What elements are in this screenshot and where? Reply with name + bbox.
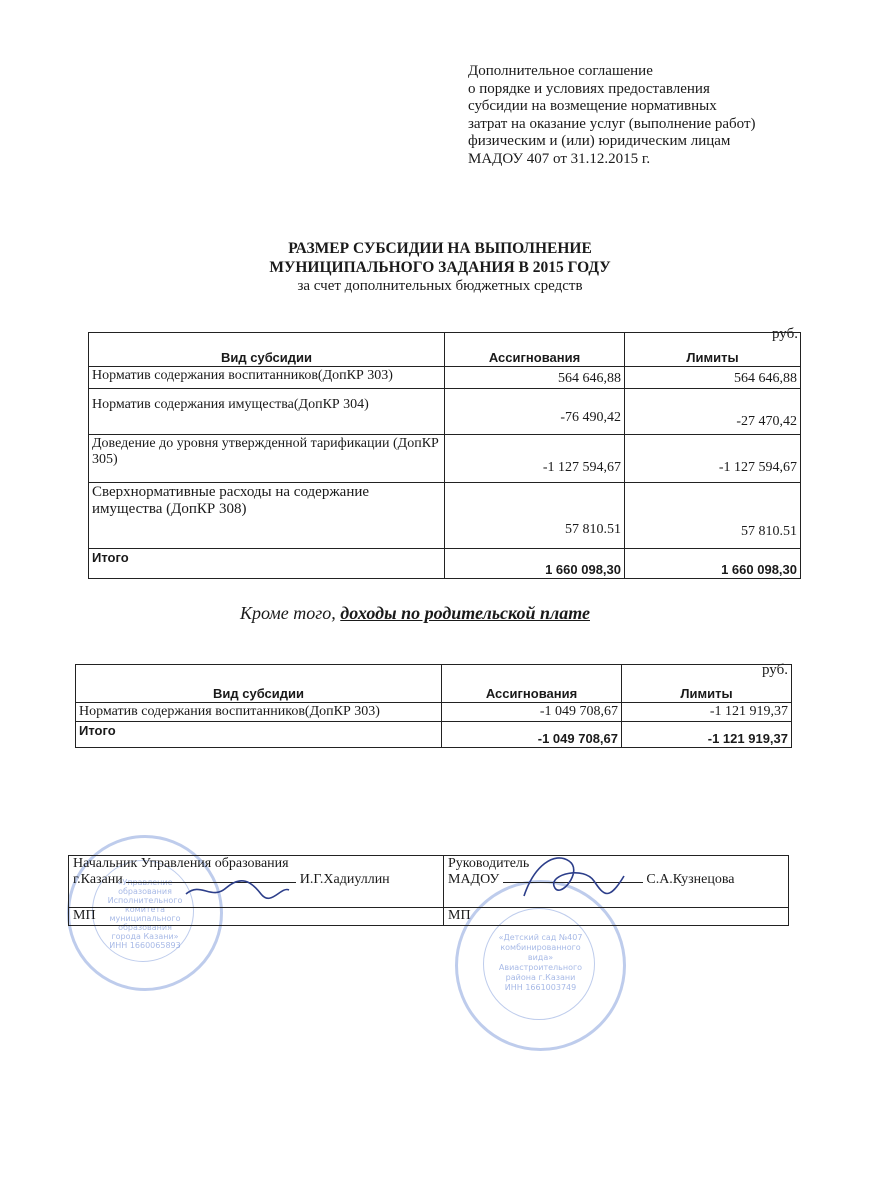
table2-currency: руб.	[762, 662, 788, 678]
signature-cell-left	[69, 856, 444, 908]
subsidy-name: Норматив содержания воспитанников(ДопКР 303)	[76, 703, 442, 722]
signer-name: С.А.Кузнецова	[646, 872, 735, 887]
table-total-row	[89, 549, 801, 579]
signer-org: МАДОУ	[448, 872, 500, 887]
total-limit: 1 660 098,30	[625, 549, 801, 579]
column-header: Лимиты	[625, 333, 801, 367]
assignment-value: 57 810.51	[445, 483, 625, 549]
column-header: Вид субсидии	[76, 665, 442, 703]
assignment-value: -1 049 708,67	[442, 703, 622, 722]
total-assignment: -1 049 708,67	[442, 722, 622, 748]
handwritten-signature-left	[181, 876, 291, 906]
handwritten-signature-right	[514, 846, 634, 916]
document-title-line2: МУНИЦИПАЛЬНОГО ЗАДАНИЯ В 2015 ГОДУ	[269, 259, 611, 276]
note-prefix: Кроме того,	[240, 603, 336, 623]
header-line: Дополнительное соглашение	[468, 63, 653, 79]
stamp-line: ИНН 1660065893	[109, 941, 181, 950]
signature-table	[68, 855, 789, 926]
table-header-row	[89, 333, 801, 367]
limit-value: -1 121 919,37	[622, 703, 792, 722]
table1-currency: руб.	[772, 326, 798, 342]
document-subtitle: за счет дополнительных бюджетных средств	[297, 278, 583, 294]
stamp-line: «Детский сад №407	[498, 933, 583, 942]
assignment-value: -1 127 594,67	[445, 435, 625, 483]
stamp-line: образования	[118, 923, 172, 932]
stamp-line: города Казани»	[111, 932, 179, 941]
column-header: Лимиты	[622, 665, 792, 703]
signer-position: Руководитель	[448, 856, 530, 871]
column-header: Ассигнования	[442, 665, 622, 703]
parent-fee-note	[240, 603, 590, 624]
stamp-line: комитета	[124, 905, 166, 914]
stamp-line: муниципального	[109, 914, 181, 923]
mp-label: МП	[69, 908, 444, 926]
table-row	[89, 367, 801, 389]
subsidy-name: Доведение до уровня утвержденной тарификации (ДопКР 305)	[89, 435, 445, 483]
stamp-line: Исполнительного	[107, 896, 183, 905]
signer-city: г.Казани	[73, 872, 123, 887]
signature-row	[69, 856, 789, 908]
column-header: Ассигнования	[445, 333, 625, 367]
agreement-header	[468, 63, 868, 168]
stamp-line: района г.Казани	[505, 973, 576, 982]
header-line: затрат на оказание услуг (выполнение работ)	[468, 115, 756, 132]
stamp-line: «Управление	[117, 878, 173, 887]
header-line: о порядке и условиях предоставления	[468, 80, 710, 97]
total-assignment: 1 660 098,30	[445, 549, 625, 579]
table-row	[89, 389, 801, 435]
signature-cell-right	[444, 856, 789, 908]
limit-value: 564 646,88	[625, 367, 801, 389]
limit-value: 57 810.51	[625, 483, 801, 549]
limit-value: -1 127 594,67	[625, 435, 801, 483]
assignment-value: 564 646,88	[445, 367, 625, 389]
total-label: Итого	[76, 722, 442, 748]
stamp-line: вида»	[527, 953, 554, 962]
table-header-row	[76, 665, 792, 703]
stamp-line: Авиастроительного	[498, 963, 583, 972]
table-row	[89, 483, 801, 549]
column-header: Вид субсидии	[89, 333, 445, 367]
stamp-line: комбинированного	[500, 943, 581, 952]
note-underlined: доходы по родительской плате	[340, 603, 590, 623]
limit-value: -27 470,42	[625, 389, 801, 435]
stamp-line: образования	[118, 887, 172, 896]
total-limit: -1 121 919,37	[622, 722, 792, 748]
subsidy-name: Сверхнормативные расходы на содержание имущества (ДопКР 308)	[89, 483, 445, 549]
signer-position: Начальник Управления образования	[73, 856, 289, 871]
stamp-line: ИНН 1661003749	[504, 983, 577, 992]
header-line: физическим и (или) юридическим лицам	[468, 133, 731, 149]
mp-row	[69, 908, 789, 926]
document-title-line1: РАЗМЕР СУБСИДИИ НА ВЫПОЛНЕНИЕ	[288, 240, 592, 257]
table-row	[89, 435, 801, 483]
total-label: Итого	[89, 549, 445, 579]
parent-fee-table	[75, 664, 792, 748]
header-line: субсидии на возмещение нормативных	[468, 98, 717, 114]
signer-name: И.Г.Хадиуллин	[299, 872, 390, 887]
mp-label: МП	[444, 908, 789, 926]
subsidy-name: Норматив содержания воспитанников(ДопКР 303)	[89, 367, 445, 389]
subsidy-name: Норматив содержания имущества(ДопКР 304)	[89, 389, 445, 435]
table-total-row	[76, 722, 792, 748]
subsidy-table	[88, 332, 801, 579]
header-line: МАДОУ 407 от 31.12.2015 г.	[468, 150, 651, 167]
stamp-text	[493, 933, 588, 993]
assignment-value: -76 490,42	[445, 389, 625, 435]
table-row	[76, 703, 792, 722]
